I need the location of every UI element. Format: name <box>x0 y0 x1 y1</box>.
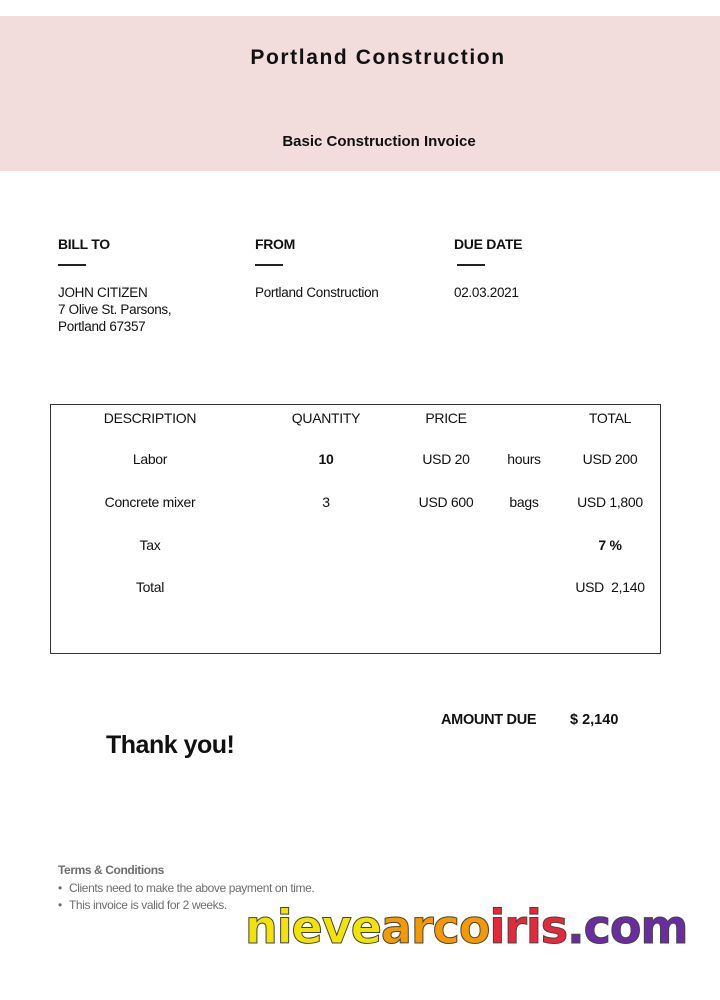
row-labor-total: USD 200 <box>582 451 638 467</box>
header-quantity: QUANTITY <box>291 410 361 426</box>
row-mixer-price: USD 600 <box>418 494 474 510</box>
due-date-label: DUE DATE <box>454 236 523 252</box>
watermark-part: nieve <box>245 900 381 954</box>
bill-to-street: 7 Olive St. Parsons, <box>58 301 172 317</box>
bill-to-label: BILL TO <box>58 236 110 252</box>
invoice-subtitle: Basic Construction Invoice <box>282 133 476 150</box>
terms-item: • Clients need to make the above payment on time. <box>58 881 315 895</box>
row-labor-price: USD 20 <box>422 451 470 467</box>
terms-item: • This invoice is valid for 2 weeks. <box>58 898 227 912</box>
from-label: FROM <box>255 236 296 252</box>
watermark-logo <box>245 900 687 954</box>
bill-to-name: JOHN CITIZEN <box>58 284 148 300</box>
bill-to-section <box>58 236 171 335</box>
row-labor-quantity: 10 <box>318 451 334 467</box>
from-section <box>255 236 379 301</box>
row-total-description: Total <box>135 579 165 595</box>
due-date-divider <box>457 264 485 266</box>
from-divider <box>255 264 283 266</box>
terms-item-text: Clients need to make the above payment on time. <box>69 881 315 895</box>
bill-to-divider <box>58 264 86 266</box>
terms-title: Terms & Conditions <box>58 863 164 877</box>
row-total-total: USD 2,140 <box>575 579 645 595</box>
header-description: DESCRIPTION <box>103 410 197 426</box>
row-tax-description: Tax <box>139 537 161 553</box>
due-date-value: 02.03.2021 <box>454 284 519 300</box>
watermark-part: .com <box>567 900 688 954</box>
row-mixer-total: USD 1,800 <box>577 494 643 510</box>
amount-due-value: $ 2,140 <box>570 712 619 728</box>
row-tax-total: 7 % <box>598 537 622 553</box>
row-mixer-unit: bags <box>509 494 539 510</box>
row-mixer-quantity: 3 <box>322 494 330 510</box>
company-name: Portland Construction <box>250 46 506 69</box>
bill-to-city: Portland 67357 <box>58 318 146 334</box>
thank-you-message: Thank you! <box>106 731 235 759</box>
amount-due-label: AMOUNT DUE <box>441 712 537 728</box>
row-mixer-description: Concrete mixer <box>104 494 196 510</box>
header-total: TOTAL <box>588 410 632 426</box>
from-name: Portland Construction <box>255 284 379 300</box>
watermark-part: arco <box>380 900 490 954</box>
watermark-part: iris <box>489 900 568 954</box>
terms-item-text: This invoice is valid for 2 weeks. <box>69 898 227 912</box>
due-date-section <box>454 236 522 301</box>
row-labor-unit: hours <box>507 451 541 467</box>
items-table <box>50 404 661 654</box>
header-price: PRICE <box>425 410 467 426</box>
row-labor-description: Labor <box>132 451 168 467</box>
